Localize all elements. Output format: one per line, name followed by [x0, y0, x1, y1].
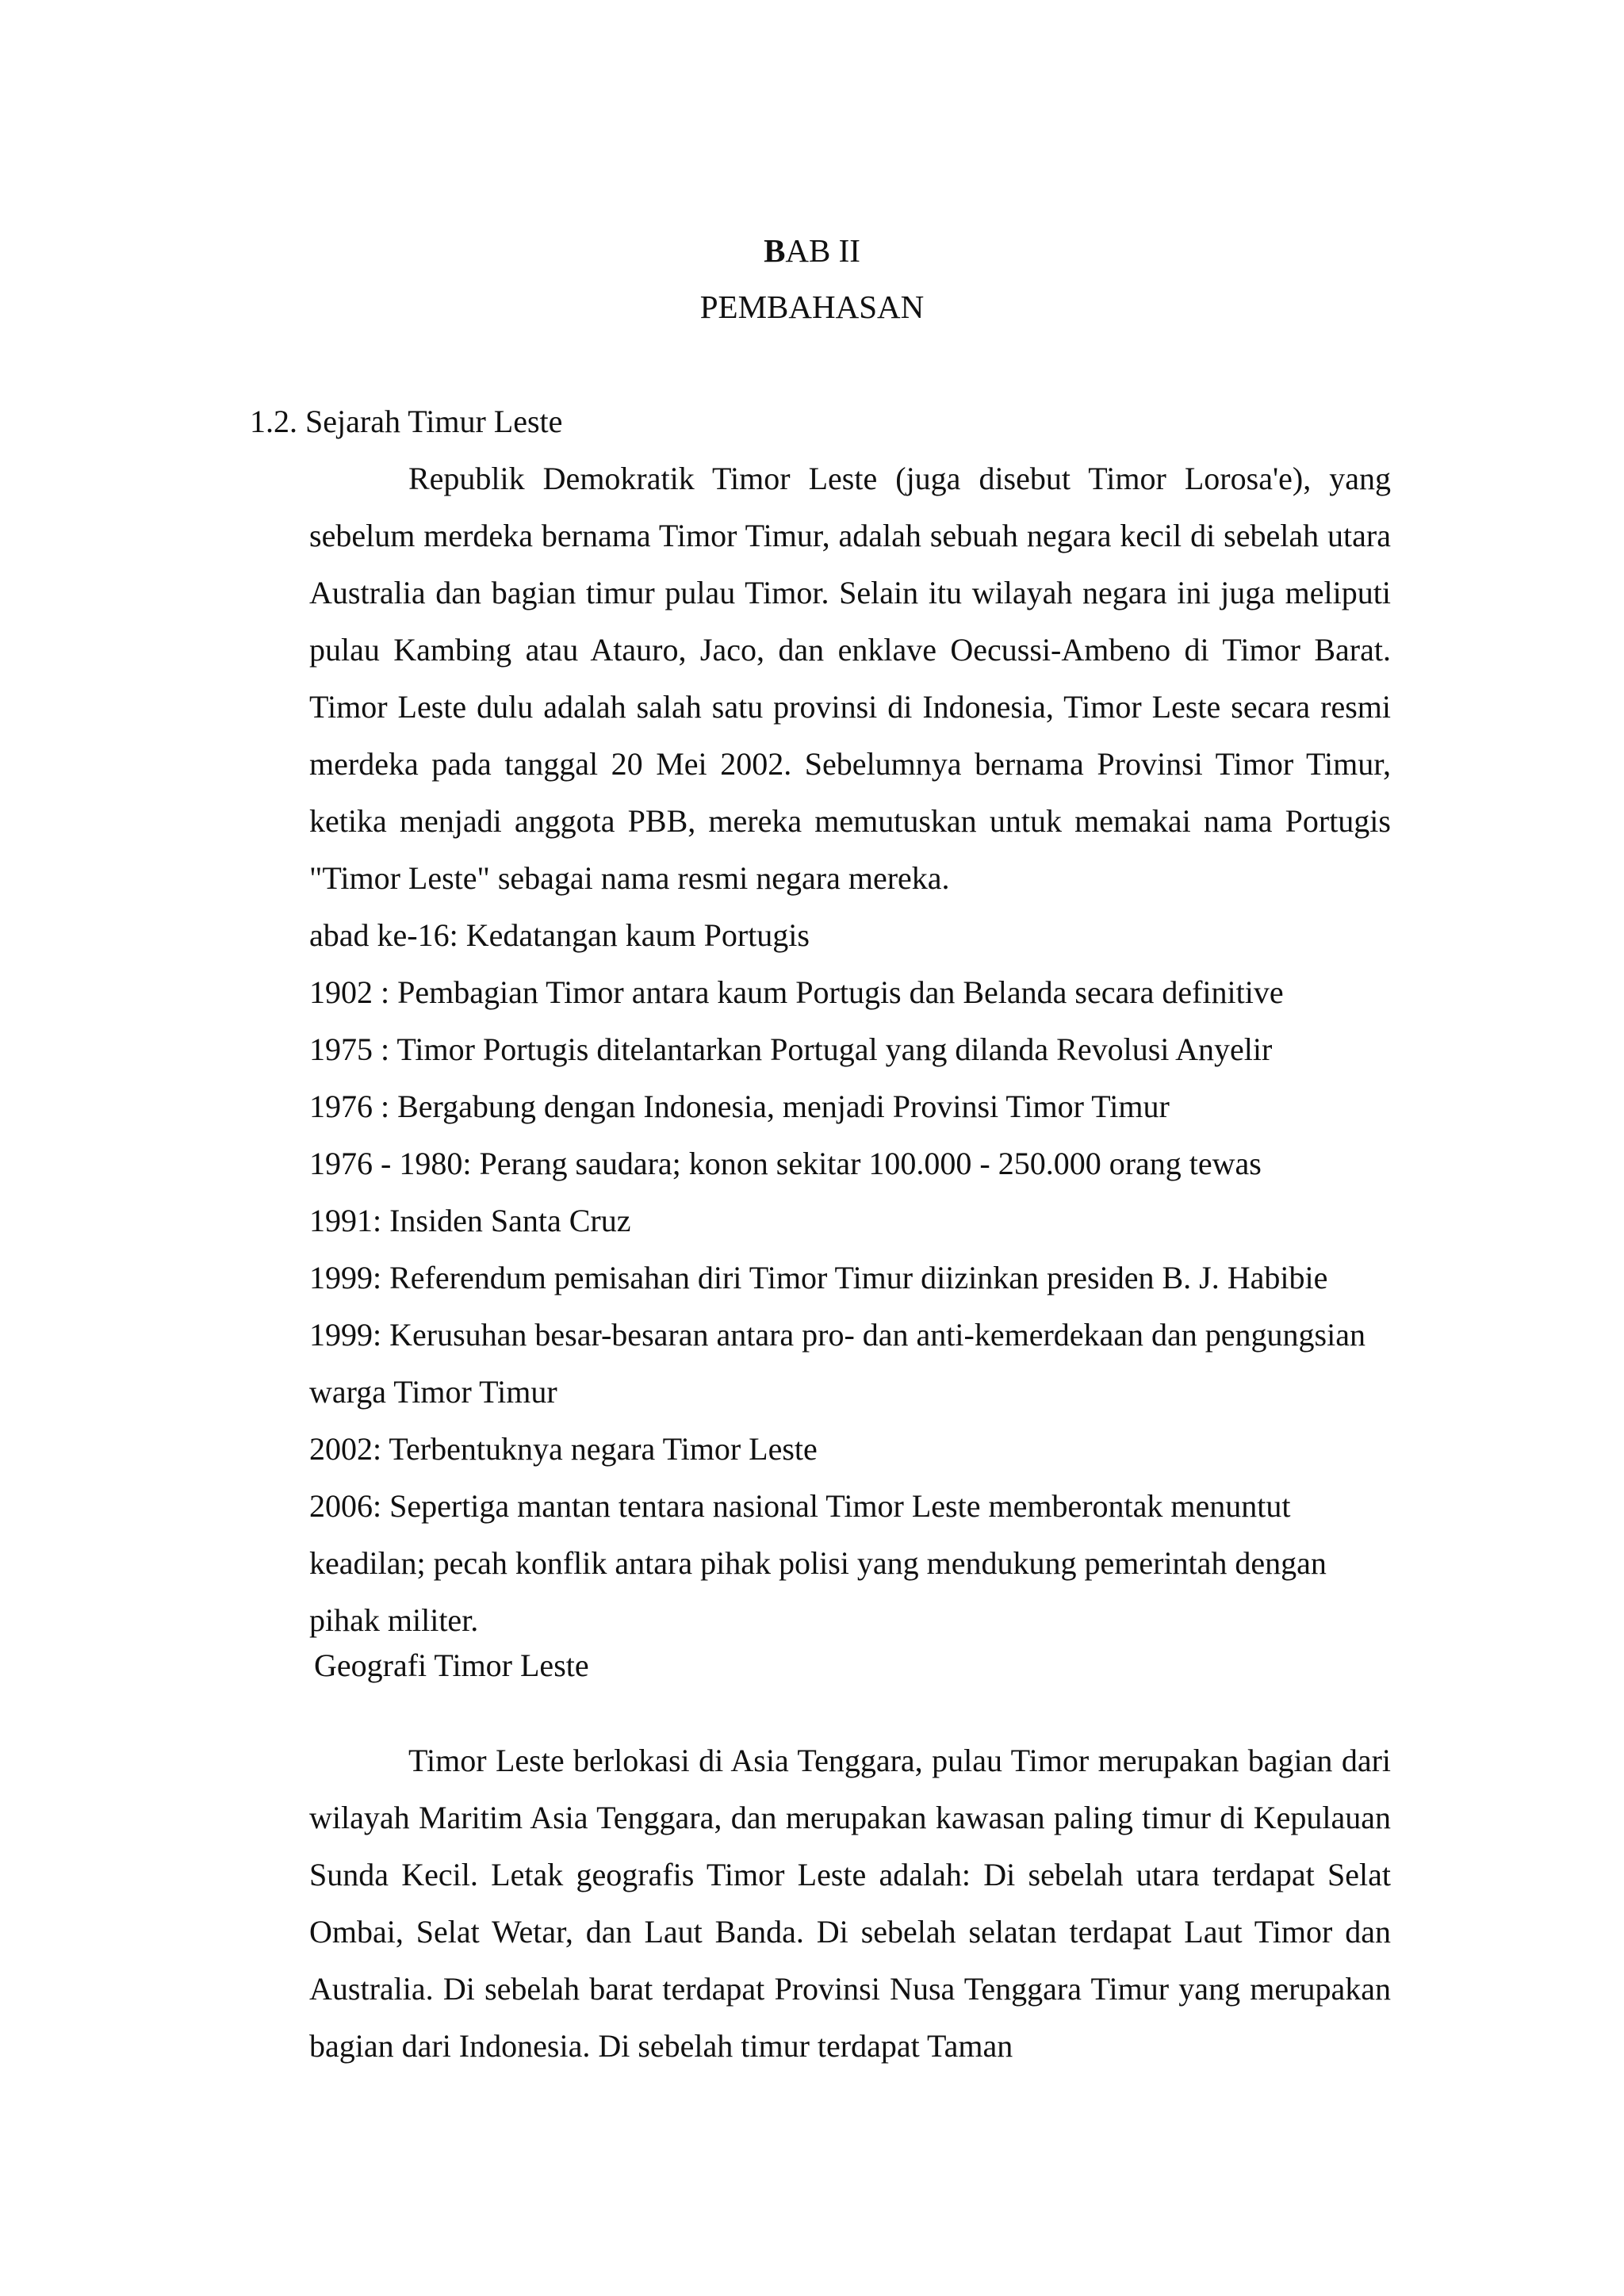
- timeline-item: [309, 1192, 1404, 1249]
- timeline-text: : Perang saudara; konon sekitar 100.000 - 250.000 orang tewas: [462, 1146, 1262, 1181]
- timeline-text: : Terbentuknya negara Timor Leste: [373, 1431, 818, 1467]
- chapter-title: PEMBAHASAN: [699, 289, 925, 325]
- chapter-first-letter: B: [764, 232, 786, 269]
- timeline-text: : Kerusuhan besar-besaran antara pro- dan anti-kemerdekaan dan pengungsian warga Timor Timur: [309, 1317, 1365, 1410]
- timeline-year: 1976 - 1980: [309, 1146, 463, 1181]
- timeline-year: 1902: [309, 974, 373, 1010]
- timeline-item: [309, 1021, 1404, 1078]
- timeline-year: 2002: [309, 1431, 373, 1467]
- timeline-item: [309, 1421, 1404, 1478]
- timeline-year: 1975: [309, 1031, 373, 1067]
- timeline-text: : Referendum pemisahan diri Timor Timur diizinkan presiden B. J. Habibie: [373, 1260, 1328, 1295]
- timeline-text: : Timor Portugis ditelantarkan Portugal yang dilanda Revolusi Anyelir: [381, 1031, 1273, 1067]
- timeline-item: [309, 964, 1404, 1021]
- subheading-geography: Geografi Timor Leste: [314, 1647, 589, 1683]
- timeline-text: : Bergabung dengan Indonesia, menjadi Provinsi Timor Timur: [381, 1089, 1170, 1124]
- timeline-year: 2006: [309, 1488, 373, 1524]
- timeline-item: [309, 907, 1404, 964]
- timeline-text: : Kedatangan kaum Portugis: [449, 917, 810, 953]
- timeline-item: [309, 1249, 1404, 1307]
- timeline-text: : Pembagian Timor antara kaum Portugis dan Belanda secara definitive: [381, 974, 1284, 1010]
- timeline-year: 1991: [309, 1203, 373, 1238]
- timeline-year: 1976: [309, 1089, 373, 1124]
- timeline-year: abad ke-16: [309, 917, 450, 953]
- timeline-item: [309, 1307, 1404, 1421]
- timeline-item: [309, 1078, 1404, 1135]
- timeline-item: [309, 1135, 1404, 1192]
- timeline-text: : Insiden Santa Cruz: [373, 1203, 631, 1238]
- paragraph-history: Republik Demokratik Timor Leste (juga disebut Timor Lorosa'e), yang sebelum merdeka bernama Timor Timur, adalah sebuah negara kecil di sebelah utara Australia dan bagian timur pulau Timor. Selain itu wilayah negara ini juga meliputi pulau Kambing atau Atauro, Jaco, dan enklave Oecussi-Ambeno di Timor Barat. Timor Leste dulu adalah salah satu provinsi di Indonesia, Timor Leste secara resmi merdeka pada tanggal 20 Mei 2002. Sebelumnya bernama Provinsi Timor Timur, ketika menjadi anggota PBB, mereka memutuskan untuk memakai nama Portugis "Timor Leste" sebagai nama resmi negara mereka.: [309, 461, 1391, 896]
- chapter-number: [0, 232, 1624, 270]
- section-heading: 1.2. Sejarah Timur Leste: [250, 404, 563, 439]
- timeline-list: [309, 907, 1404, 1649]
- timeline-text: : Sepertiga mantan tentara nasional Timor Leste memberontak menuntut keadilan; pecah konflik antara pihak polisi yang mendukung pemerintah dengan pihak militer.: [309, 1488, 1327, 1638]
- timeline-year: 1999: [309, 1317, 373, 1353]
- paragraph-geography: Timor Leste berlokasi di Asia Tenggara, pulau Timor merupakan bagian dari wilayah Maritim Asia Tenggara, dan merupakan kawasan paling timur di Kepulauan Sunda Kecil. Letak geografis Timor Leste adalah: Di sebelah utara terdapat Selat Ombai, Selat Wetar, dan Laut Banda. Di sebelah selatan terdapat Laut Timor dan Australia. Di sebelah barat terdapat Provinsi Nusa Tenggara Timur yang merupakan bagian dari Indonesia. Di sebelah timur terdapat Taman: [309, 1743, 1391, 2064]
- timeline-year: 1999: [309, 1260, 373, 1295]
- timeline-item: [309, 1478, 1404, 1649]
- chapter-rest: AB II: [785, 232, 860, 269]
